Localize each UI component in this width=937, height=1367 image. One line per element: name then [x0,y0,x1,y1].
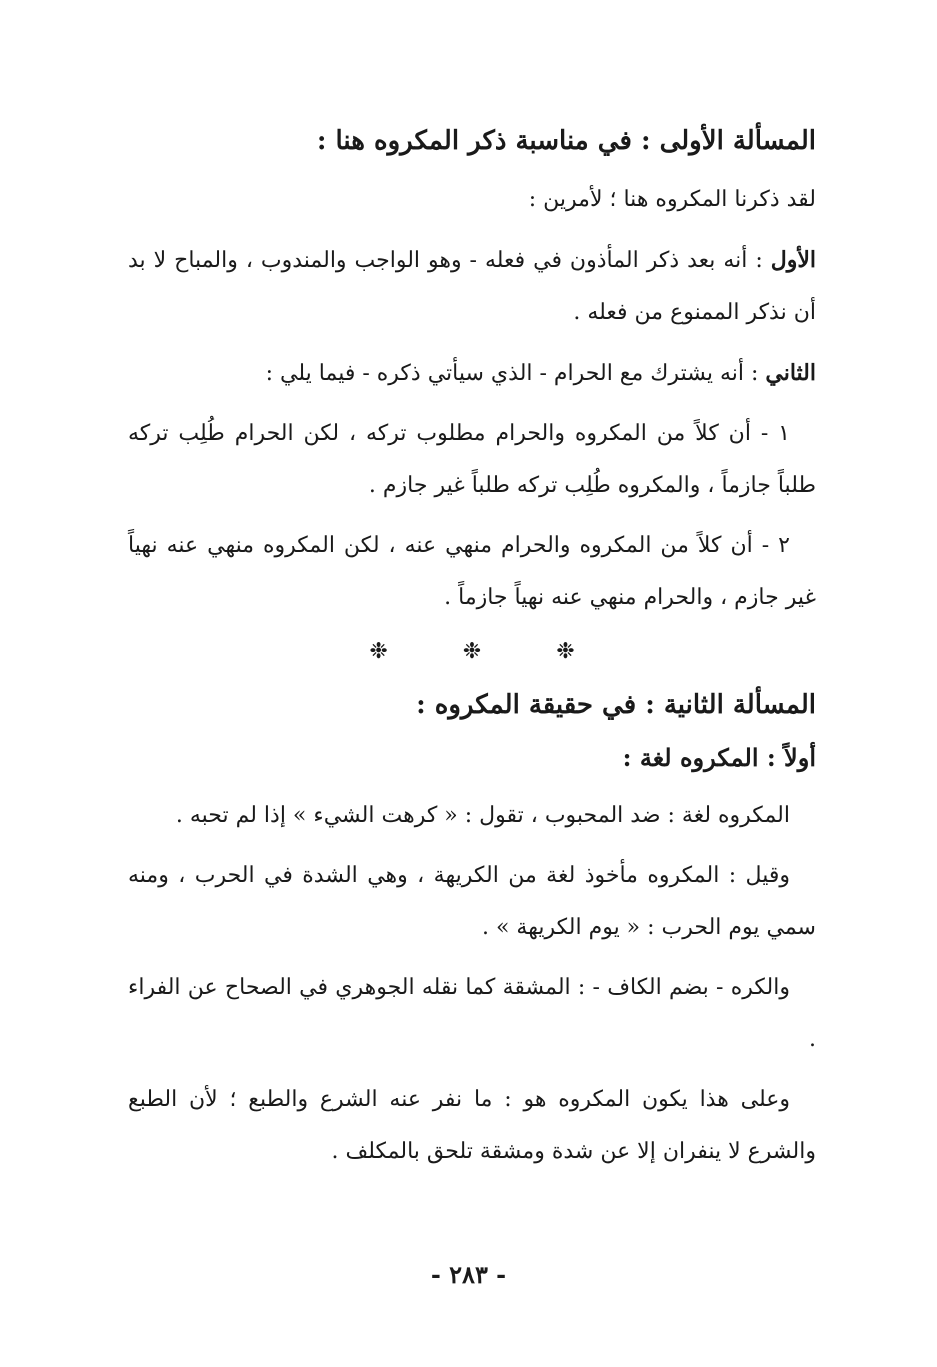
section-separator [128,632,816,672]
first-reason-label: الأول [770,247,816,273]
paragraph-2: وقيل : المكروه مأخوذ لغة من الكريهة ، وهي الشدة في الحرب ، ومنه سمي يوم الحرب : « يوم الكريهة » . [128,863,816,940]
first-reason-text: : أنه بعد ذكر المأذون في فعله - وهو الواجب والمندوب ، والمباح لا بد أن نذكر الممنوع من فعله . [128,248,816,325]
section2-subheading: أولاً : المكروه لغة : [622,743,816,772]
separator-star-icon: ❉ [369,639,388,664]
first-reason [128,234,816,339]
second-reason [128,347,816,400]
section2-heading: المسألة الثانية : في حقيقة المكروه : [416,690,816,720]
paragraph-1: المكروه لغة : ضد المحبوب ، تقول : « كرهت الشيء » إذا لم تحبه . [175,803,790,828]
paragraph-4: وعلى هذا يكون المكروه هو : ما نفر عنه الشرع والطبع ؛ لأن الطبع والشرع لا ينفران إلا عن شدة ومشقة تلحق بالمكلف . [128,1087,816,1164]
separator-star-icon: ❉ [556,639,575,664]
section1-intro: لقد ذكرنا المكروه هنا ؛ لأمرين : [528,187,816,212]
point-1: ١ - أن كلاً من المكروه والحرام مطلوب تركه ، لكن الحرام طُلِب تركه طلباً جازماً ، والمكروه طُلِب تركه طلباً غير جازم . [128,421,816,498]
second-reason-label: الثاني [765,360,816,386]
point-2: ٢ - أن كلاً من المكروه والحرام منهي عنه ، لكن المكروه منهي عنه نهياً غير جازم ، والحرام منهي عنه نهياً جازماً . [128,533,816,610]
section1-heading: المسألة الأولى : في مناسبة ذكر المكروه هنا : [316,126,816,156]
separator-star-icon: ❉ [462,639,482,664]
paragraph-3: والكره - بضم الكاف - : المشقة كما نقله الجوهري في الصحاح عن الفراء . [128,975,816,1052]
second-reason-text: : أنه يشترك مع الحرام - الذي سيأتي ذكره - فيما يلي : [265,361,766,386]
page-content [128,118,816,1186]
page-number: - ٢٨٣ - [430,1260,507,1289]
